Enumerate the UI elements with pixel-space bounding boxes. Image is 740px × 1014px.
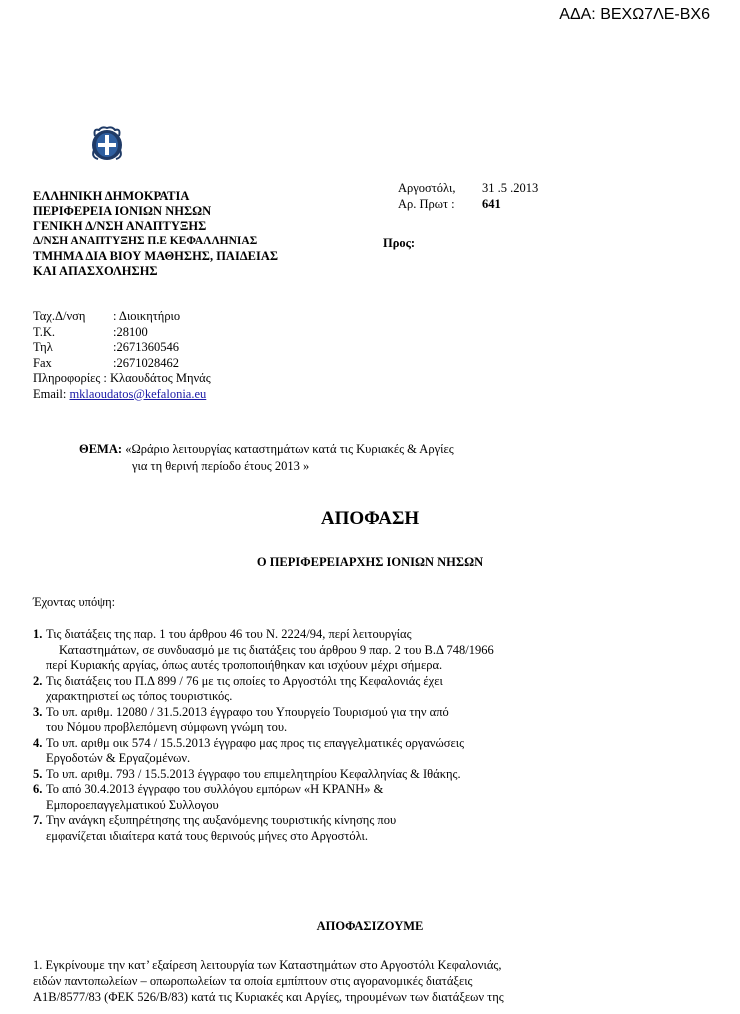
issuer-header xyxy=(33,189,278,279)
considering-label: Έχοντας υπόψη: xyxy=(33,595,116,609)
item-line: Τις διατάξεις της παρ. 1 του άρθρου 46 του Ν. 2224/94, περί λειτουργίας xyxy=(46,627,412,641)
item-line: Το υπ. αριθμ. 12080 / 31.5.2013 έγγραφο του Υπουργείο Τουρισμού για την από xyxy=(46,704,449,719)
decision-line: 1. Εγκρίνουμε την κατ’ εξαίρεση λειτουργία των Καταστημάτων στο Αργοστόλι Κεφαλονιάς, xyxy=(33,958,502,972)
email-label: Email: xyxy=(33,386,67,401)
list-item xyxy=(33,674,494,705)
tk-value: :28100 xyxy=(113,324,148,339)
phone-value: :2671360546 xyxy=(113,340,179,354)
place-label: Αργοστόλι, xyxy=(398,181,456,195)
list-item xyxy=(33,782,494,813)
item-line: Το υπ. αριθμ. 793 / 15.5.2013 έγγραφο του επιμελητηρίου Κεφαλληνίας & Ιθάκης. xyxy=(46,766,461,781)
item-number: 1. xyxy=(33,627,43,641)
decision-text xyxy=(33,957,504,1005)
protocol-label: Αρ. Πρωτ : xyxy=(398,197,455,211)
decision-title: ΑΠΟΦΑΣΗ xyxy=(320,508,420,529)
list-item xyxy=(33,767,494,783)
item-line: περί Κυριακής αργίας, όπως αυτές τροποποιήθηκαν και ισχύουν μέχρι σήμερα. xyxy=(46,658,443,672)
phone-label: Τηλ xyxy=(33,340,53,354)
item-line: Το υπ. αριθμ οικ 574 / 15.5.2013 έγγραφο μας προς τις επαγγελματικές οργανώσεις xyxy=(46,735,465,750)
greek-emblem-icon xyxy=(90,124,124,162)
we-decide-title: ΑΠΟΦΑΣΙΖΟΥΜΕ xyxy=(316,919,424,933)
info-line: Πληροφορίες : Κλαουδάτος Μηνάς xyxy=(33,371,211,385)
item-line: Το από 30.4.2013 έγγραφο του συλλόγου εμπόρων «Η ΚΡΑΝΗ» & xyxy=(46,782,384,796)
document-date: 31 .5 .2013 xyxy=(482,181,539,195)
subject-line-1: «Ωράριο λειτουργίας καταστημάτων κατά τις Κυριακές & Αργίες xyxy=(125,442,454,456)
item-number: 3. xyxy=(33,704,43,719)
subject-block xyxy=(79,441,454,475)
subject-line-2: για τη θερινή περίοδο έτους 2013 » xyxy=(132,459,310,473)
address-label: Ταχ.Δ/νση xyxy=(33,309,86,323)
header-line: ΓΕΝΙΚΗ Δ/ΝΣΗ ΑΝΑΠΤΥΞΗΣ xyxy=(33,219,207,233)
recipient-label: Προς: xyxy=(383,236,416,250)
address-value: : Διοικητήριο xyxy=(113,309,181,323)
protocol-number: 641 xyxy=(482,197,501,211)
header-line: ΕΛΛΗΝΙΚΗ ΔΗΜΟΚΡΑΤΙΑ xyxy=(33,189,190,203)
item-line: Την ανάγκη εξυπηρέτησης της αυξανόμενης τουριστικής κίνησης που xyxy=(46,813,397,827)
date-protocol-block xyxy=(398,180,538,212)
decision-line: Α1Β/8577/83 (ΦΕΚ 526/Β/83) κατά τις Κυριακές και Αργίες, τηρουμένων των διατάξεων της xyxy=(33,990,504,1004)
email-link[interactable]: mklaoudatos@kefalonia.eu xyxy=(69,386,207,401)
authority-title: Ο ΠΕΡΙΦΕΡΕΙΑΡΧΗΣ ΙΟΝΙΩΝ ΝΗΣΩΝ xyxy=(256,555,484,569)
decision-line: ειδών παντοπωλείων – οπωροπωλείων τα οποία εμπίπτουν στις αγορανομικές διατάξεις xyxy=(33,974,473,988)
item-line: του Νόμου προβλεπόμενη σύμφωνη γνώμη του. xyxy=(46,720,288,734)
header-line: ΤΜΗΜΑ ΔΙΑ ΒΙΟΥ ΜΑΘΗΣΗΣ, ΠΑΙΔΕΙΑΣ xyxy=(33,249,279,263)
list-item xyxy=(33,736,494,767)
item-line: Εργοδοτών & Εργαζομένων. xyxy=(46,751,191,765)
list-item xyxy=(33,627,494,674)
item-line: εμφανίζεται ιδιαίτερα κατά τους θερινούς μήνες στο Αργοστόλι. xyxy=(46,828,369,843)
tk-label: Τ.Κ. xyxy=(33,324,55,339)
header-line: ΚΑΙ ΑΠΑΣΧΟΛΗΣΗΣ xyxy=(33,264,158,278)
fax-value: :2671028462 xyxy=(113,355,179,370)
item-number: 6. xyxy=(33,782,43,796)
item-number: 4. xyxy=(33,735,43,750)
considerations-list xyxy=(33,627,494,844)
ada-code: ΑΔΑ: ΒΕΧΩ7ΛΕ-ΒΧ6 xyxy=(559,6,710,23)
item-number: 2. xyxy=(33,673,43,688)
item-line: Εμποροεπαγγελματικού Συλλογου xyxy=(46,797,219,812)
header-line: ΠΕΡΙΦΕΡΕΙΑ ΙΟΝΙΩΝ ΝΗΣΩΝ xyxy=(33,204,212,218)
item-number: 7. xyxy=(33,813,43,827)
subject-label: ΘΕΜΑ: xyxy=(79,442,123,456)
fax-label: Fax xyxy=(33,355,52,370)
item-line: Τις διατάξεις του Π.Δ 899 / 76 με τις οποίες το Αργοστόλι της Κεφαλονιάς έχει xyxy=(46,673,443,688)
item-line: χαρακτηριστεί ως τόπος τουριστικός. xyxy=(46,689,233,703)
item-number: 5. xyxy=(33,766,43,781)
list-item xyxy=(33,813,494,844)
list-item xyxy=(33,705,494,736)
item-line: Καταστημάτων, σε συνδυασμό με τις διατάξεις του άρθρου 9 παρ. 2 του Β.Δ 748/1966 xyxy=(59,642,494,657)
header-line: Δ/ΝΣΗ ΑΝΑΠΤΥΞΗΣ Π.Ε ΚΕΦΑΛΛΗΝΙΑΣ xyxy=(33,235,258,247)
contact-block xyxy=(33,309,211,402)
